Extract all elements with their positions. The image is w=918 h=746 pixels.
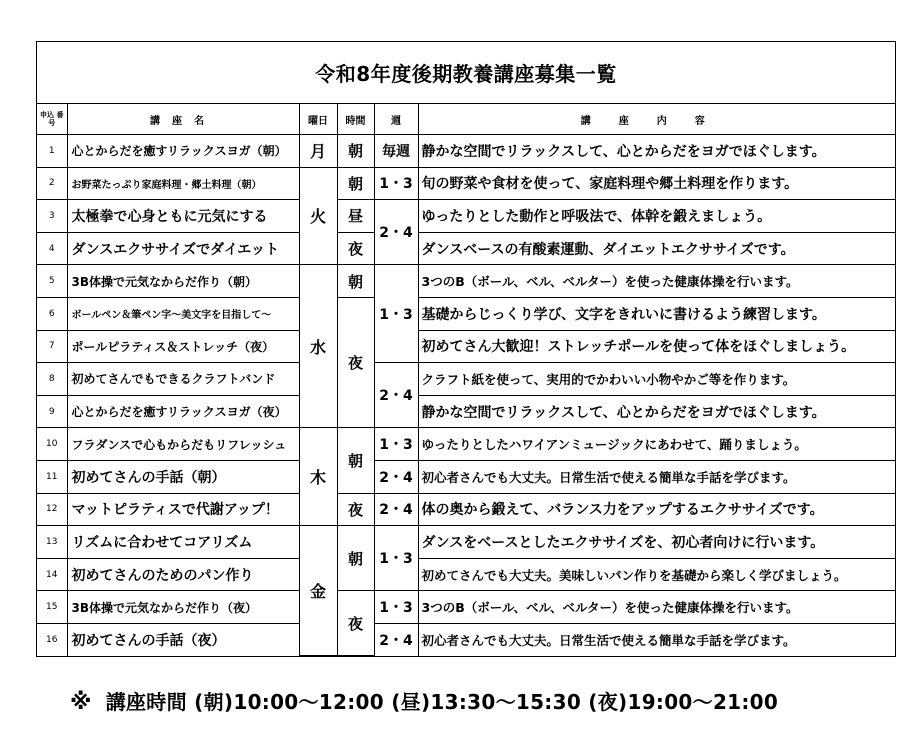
row-no: 4 <box>37 232 67 265</box>
week-cell: 2・4 <box>374 623 418 655</box>
time-cell: 昼 <box>337 200 374 233</box>
course-desc: 静かな空間でリラックスして、心とからだをヨガでほぐします。 <box>418 135 895 168</box>
table-row <box>37 623 895 655</box>
course-table <box>37 104 895 656</box>
table-row <box>37 297 895 330</box>
day-cell: 火 <box>299 167 337 265</box>
course-desc: 旬の野菜や食材を使って、家庭料理や郷土料理を作ります。 <box>418 167 895 200</box>
row-no: 15 <box>37 591 67 624</box>
header-week: 週 <box>374 104 418 135</box>
course-name: リズムに合わせてコアリズム <box>67 526 299 559</box>
course-name: 太極拳で心身ともに元気にする <box>67 200 299 233</box>
week-cell: 1・3 <box>374 265 418 363</box>
table-row <box>37 591 895 624</box>
course-name: ダンスエクササイズでダイエット <box>67 232 299 265</box>
table-row <box>37 265 895 298</box>
course-desc: 初めてさん大歓迎！ストレッチポールを使って体をほぐしましょう。 <box>418 330 895 363</box>
row-no: 13 <box>37 526 67 559</box>
row-no: 11 <box>37 460 67 493</box>
table-row <box>37 200 895 233</box>
course-desc: 3つのB（ボール、ベル、ベルター）を使った健康体操を行います。 <box>418 591 895 624</box>
time-cell: 朝 <box>337 526 374 591</box>
course-list-sheet <box>36 41 896 657</box>
header-time: 時間 <box>337 104 374 135</box>
week-cell: 1・3 <box>374 591 418 624</box>
row-no: 8 <box>37 363 67 396</box>
course-desc: ダンスベースの有酸素運動、ダイエットエクササイズです。 <box>418 232 895 265</box>
table-row <box>37 232 895 265</box>
row-no: 9 <box>37 395 67 428</box>
course-name: 初めてさんのためのパン作り <box>67 558 299 591</box>
course-name: 心とからだを癒すリラックスヨガ（夜） <box>67 395 299 428</box>
course-desc: ゆったりとしたハワイアンミュージックにあわせて、踊りましょう。 <box>418 428 895 461</box>
course-desc: 静かな空間でリラックスして、心とからだをヨガでほぐします。 <box>418 395 895 428</box>
course-desc: 初めてさんでも大丈夫。美味しいパン作りを基礎から楽しく学びましょう。 <box>418 558 895 591</box>
row-no: 5 <box>37 265 67 298</box>
day-cell: 金 <box>299 526 337 656</box>
week-cell: 1・3 <box>374 428 418 461</box>
course-desc: 3つのB（ボール、ベル、ベルター）を使った健康体操を行います。 <box>418 265 895 298</box>
header-content: 講座内容 <box>418 104 895 135</box>
row-no: 16 <box>37 623 67 655</box>
week-cell: 毎週 <box>374 135 418 168</box>
course-name: お野菜たっぷり家庭料理・郷土料理（朝） <box>67 167 299 200</box>
course-name: ボールペン＆筆ペン字～美文字を目指して～ <box>67 297 299 330</box>
time-cell: 朝 <box>337 428 374 493</box>
course-desc: クラフト紙を使って、実用的でかわいい小物やかご等を作ります。 <box>418 363 895 396</box>
table-row <box>37 460 895 493</box>
course-desc: 初心者さんでも大丈夫。日常生活で使える簡単な手話を学びます。 <box>418 460 895 493</box>
header-name: 講座名 <box>67 104 299 135</box>
course-name: 初めてさんでもできるクラフトバンド <box>67 363 299 396</box>
time-cell: 夜 <box>337 591 374 656</box>
course-desc: 体の奥から鍛えて、バランス力をアップするエクササイズです。 <box>418 493 895 526</box>
row-no: 6 <box>37 297 67 330</box>
week-cell: 2・4 <box>374 493 418 526</box>
course-desc: ダンスをベースとしたエクササイズを、初心者向けに行います。 <box>418 526 895 559</box>
table-row <box>37 428 895 461</box>
table-row <box>37 526 895 559</box>
header-day: 曜日 <box>299 104 337 135</box>
table-row <box>37 363 895 396</box>
table-row <box>37 558 895 591</box>
row-no: 10 <box>37 428 67 461</box>
course-desc: 基礎からじっくり学び、文字をきれいに書けるよう練習します。 <box>418 297 895 330</box>
course-name: 初めてさんの手話（夜） <box>67 623 299 655</box>
page-title: 令和8年度後期教養講座募集一覧 <box>37 42 895 104</box>
course-name: フラダンスで心もからだもリフレッシュ <box>67 428 299 461</box>
time-cell: 夜 <box>337 297 374 427</box>
row-no: 2 <box>37 167 67 200</box>
course-name: 3B体操で元気なからだ作り（夜） <box>67 591 299 624</box>
course-name: 初めてさんの手話（朝） <box>67 460 299 493</box>
row-no: 12 <box>37 493 67 526</box>
week-cell: 1・3 <box>374 167 418 200</box>
course-name: マットピラティスで代謝アップ！ <box>67 493 299 526</box>
table-row <box>37 135 895 168</box>
week-cell: 2・4 <box>374 363 418 428</box>
table-row <box>37 395 895 428</box>
course-desc: 初心者さんでも大丈夫。日常生活で使える簡単な手話を学びます。 <box>418 623 895 655</box>
header-no: 申込 番号 <box>37 104 67 135</box>
time-cell: 朝 <box>337 265 374 298</box>
day-cell: 月 <box>299 135 337 168</box>
reference-mark: ※ <box>70 690 92 715</box>
course-name: ポールピラティス＆ストレッチ（夜） <box>67 330 299 363</box>
course-hours-note <box>70 686 778 715</box>
week-cell: 1・3 <box>374 526 418 591</box>
table-row <box>37 167 895 200</box>
table-row <box>37 493 895 526</box>
row-no: 3 <box>37 200 67 233</box>
course-name: 心とからだを癒すリラックスヨガ（朝） <box>67 135 299 168</box>
day-cell: 木 <box>299 428 337 526</box>
course-name: 3B体操で元気なからだ作り（朝） <box>67 265 299 298</box>
row-no: 14 <box>37 558 67 591</box>
row-no: 1 <box>37 135 67 168</box>
time-cell: 夜 <box>337 232 374 265</box>
course-hours-text: 講座時間 (朝)10:00～12:00 (昼)13:30～15:30 (夜)19:00～21:00 <box>105 690 779 714</box>
day-cell: 水 <box>299 265 337 428</box>
course-desc: ゆったりとした動作と呼吸法で、体幹を鍛えましょう。 <box>418 200 895 233</box>
time-cell: 朝 <box>337 135 374 168</box>
time-cell: 朝 <box>337 167 374 200</box>
time-cell: 夜 <box>337 493 374 526</box>
week-cell: 2・4 <box>374 460 418 493</box>
table-row <box>37 330 895 363</box>
week-cell: 2・4 <box>374 200 418 265</box>
table-header-row <box>37 104 895 135</box>
row-no: 7 <box>37 330 67 363</box>
